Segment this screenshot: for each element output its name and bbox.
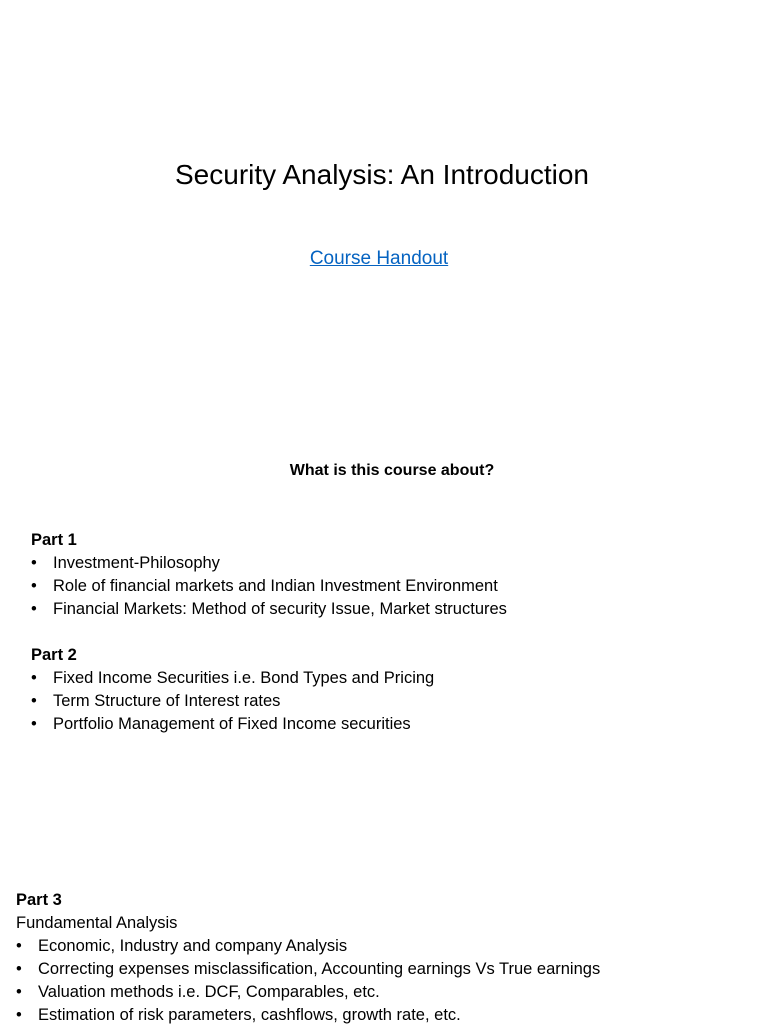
list-item-text: Correcting expenses misclassification, Accounting earnings Vs True earnings xyxy=(38,960,601,978)
bullet-icon: • xyxy=(16,983,22,1001)
list-item xyxy=(31,552,507,575)
list-item-text: Estimation of risk parameters, cashflows, growth rate, etc. xyxy=(38,1006,461,1024)
list-item xyxy=(31,575,507,598)
part-3-subheading: Fundamental Analysis xyxy=(16,914,178,932)
bullet-icon: • xyxy=(31,669,37,687)
list-item-text: Portfolio Management of Fixed Income securities xyxy=(53,715,411,733)
list-item xyxy=(16,935,600,958)
part-3-section xyxy=(16,889,600,1027)
list-item xyxy=(31,713,434,736)
list-item-text: Investment-Philosophy xyxy=(53,554,220,572)
bullet-icon: • xyxy=(16,937,22,955)
course-handout-link[interactable]: Course Handout xyxy=(309,248,449,269)
bullet-icon: • xyxy=(31,554,37,572)
list-item-text: Fixed Income Securities i.e. Bond Types and Pricing xyxy=(53,669,435,687)
list-item xyxy=(31,598,507,621)
part-1-list xyxy=(31,552,507,621)
list-item xyxy=(31,690,434,713)
bullet-icon: • xyxy=(16,960,22,978)
part-2-heading: Part 2 xyxy=(31,646,77,664)
list-item xyxy=(31,667,434,690)
part-1-heading: Part 1 xyxy=(31,531,77,549)
course-handout-wrapper xyxy=(0,246,758,272)
part-2-list xyxy=(31,667,434,736)
course-question-heading: What is this course about? xyxy=(289,462,495,479)
bullet-icon: • xyxy=(31,577,37,595)
part-3-heading: Part 3 xyxy=(16,891,62,909)
bullet-icon: • xyxy=(16,1006,22,1024)
list-item-text: Term Structure of Interest rates xyxy=(53,692,281,710)
list-item-text: Economic, Industry and company Analysis xyxy=(38,937,348,955)
list-item-text: Role of financial markets and Indian Investment Environment xyxy=(53,577,498,595)
part-2-section xyxy=(31,644,434,736)
page-title: Security Analysis: An Introduction xyxy=(175,159,589,190)
bullet-icon: • xyxy=(31,600,37,618)
bullet-icon: • xyxy=(31,715,37,733)
list-item-text: Valuation methods i.e. DCF, Comparables, etc. xyxy=(38,983,380,1001)
list-item xyxy=(16,958,600,981)
part-1-section xyxy=(31,529,507,621)
list-item xyxy=(16,981,600,1004)
bullet-icon: • xyxy=(31,692,37,710)
list-item-text: Financial Markets: Method of security Issue, Market structures xyxy=(53,600,507,618)
part-3-list xyxy=(16,935,600,1027)
